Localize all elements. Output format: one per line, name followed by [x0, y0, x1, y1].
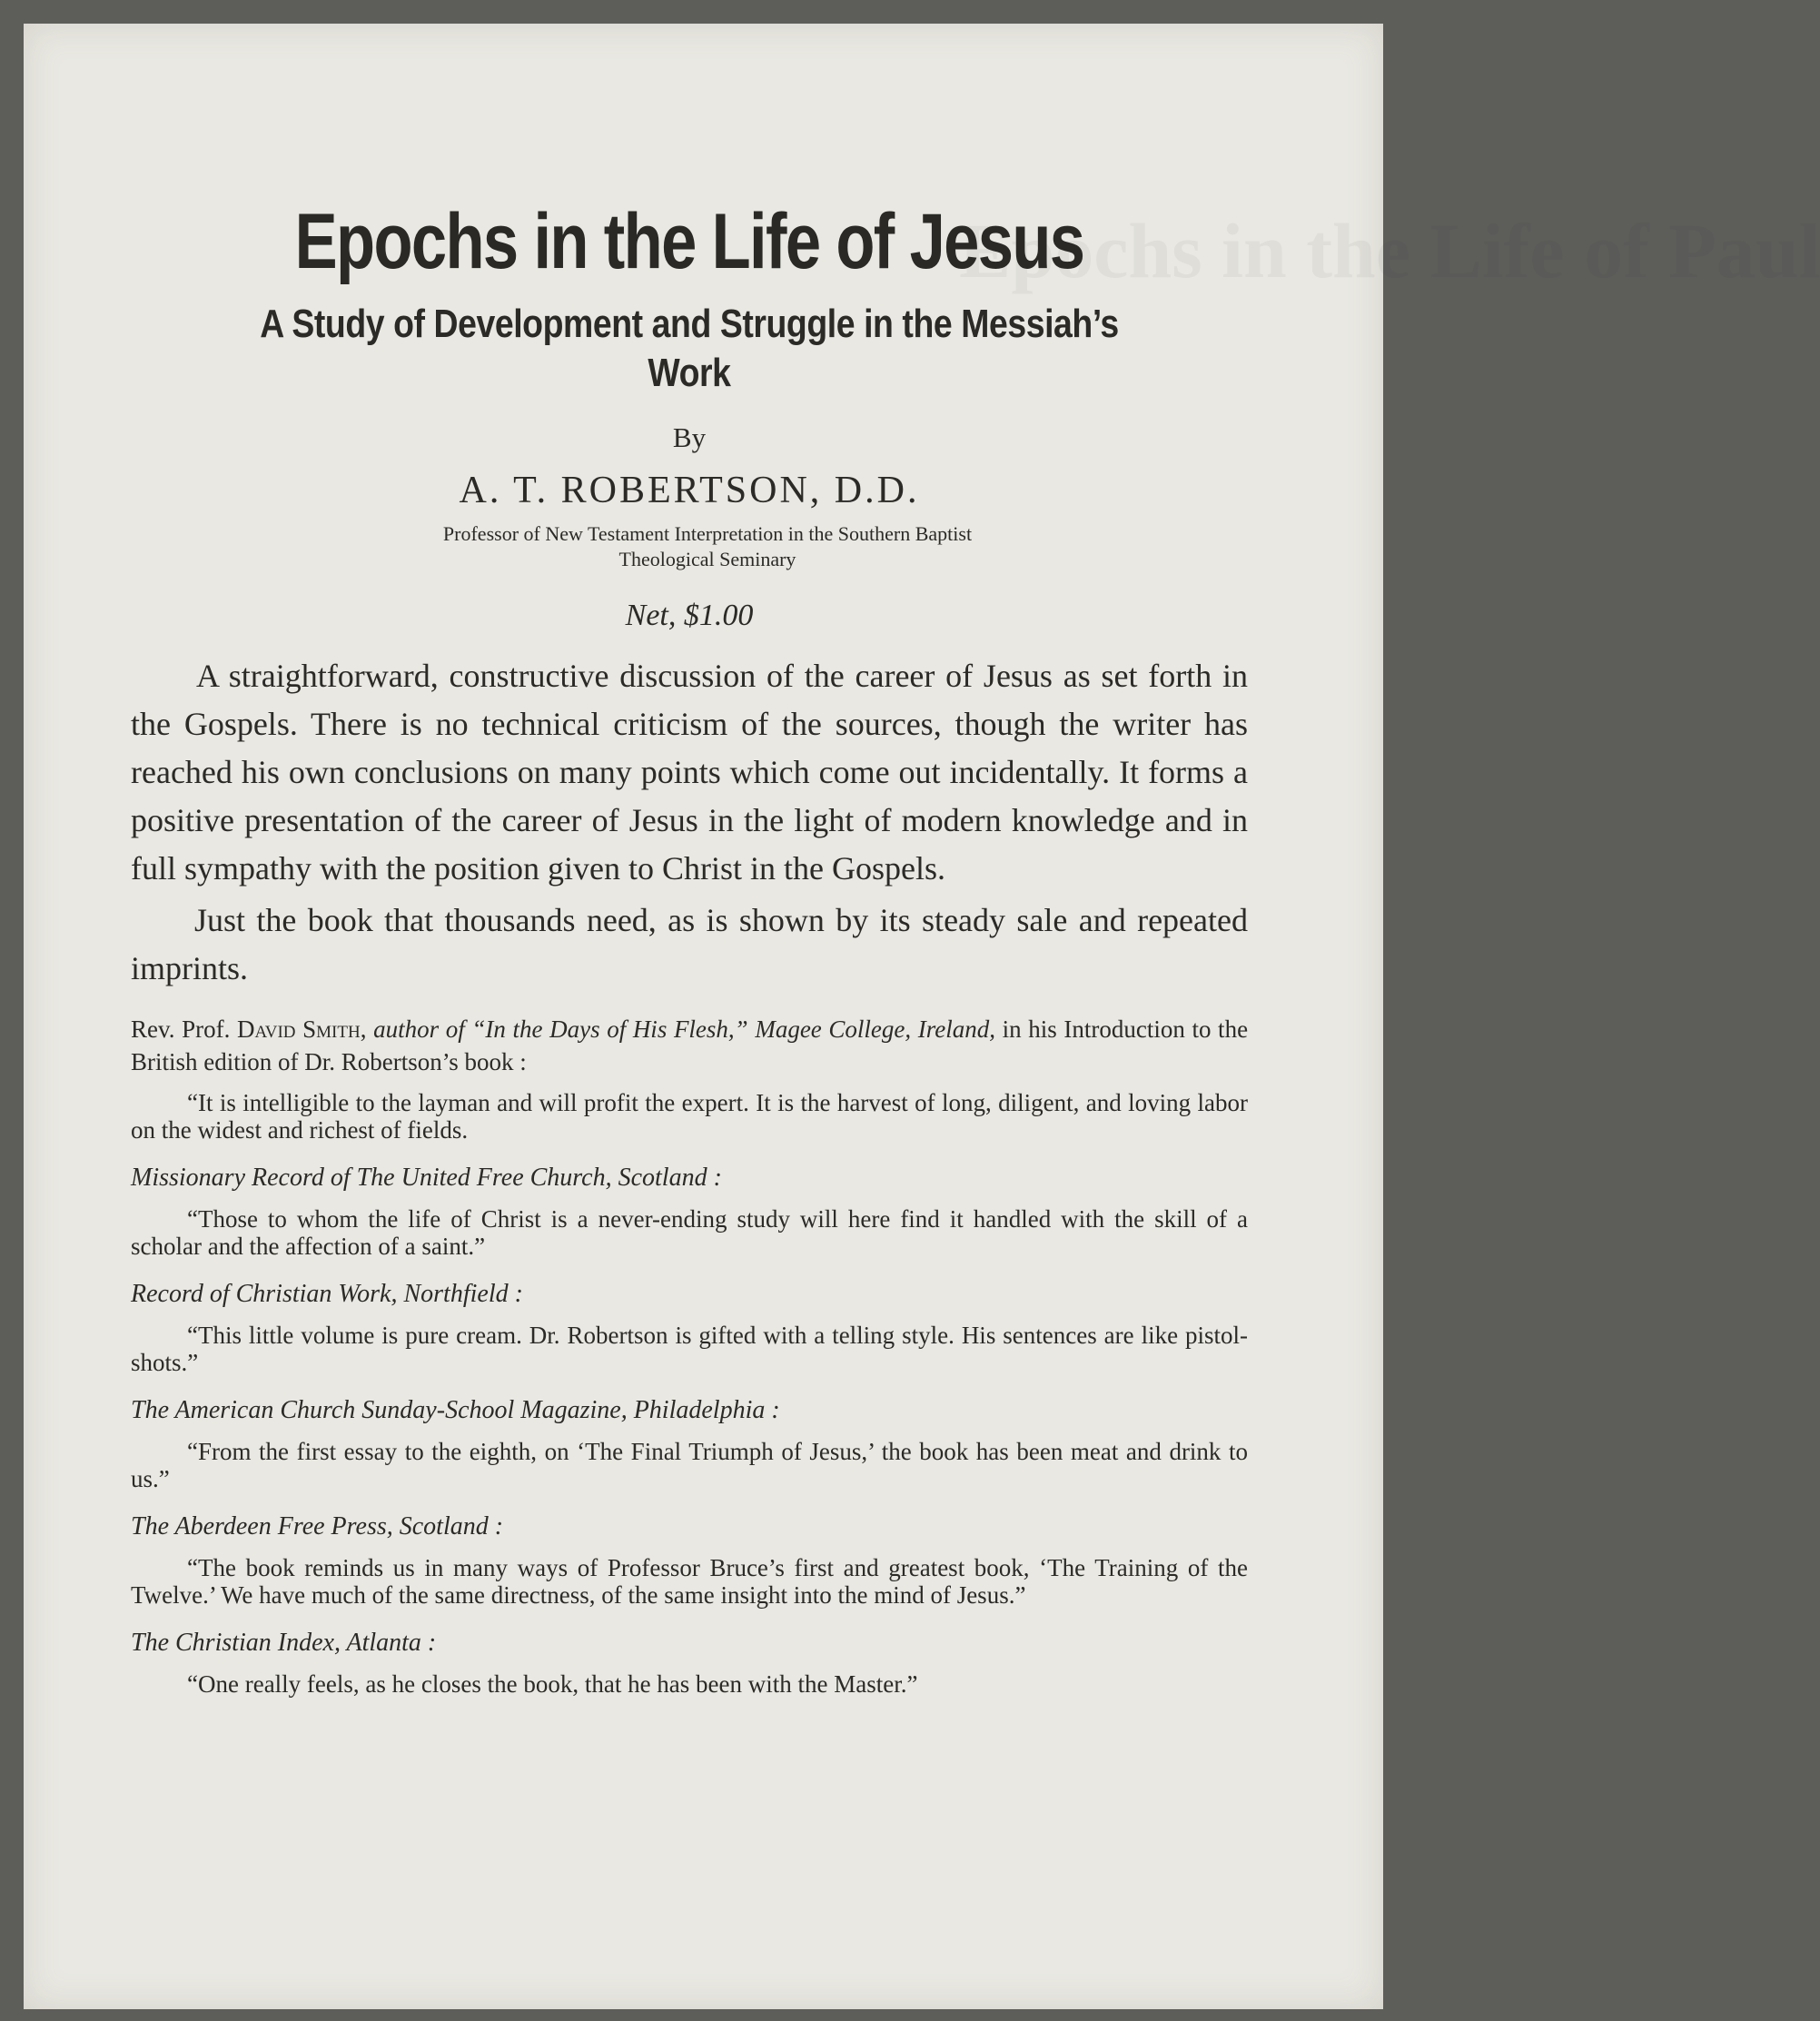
smith-suffix: in his Introduction to the British edition of Dr. Robertson’s book :: [131, 1015, 1249, 1075]
review-source: The Aberdeen Free Press, Scotland :: [131, 1512, 504, 1541]
review-quote: “This little volume is pure cream. Dr. Robertson is gifted with a telling style. His sentences are like pistol-shots.”: [131, 1322, 1248, 1376]
smith-book: “In the Days of His Flesh,”: [471, 1015, 748, 1043]
price: Net, $1.00: [625, 599, 754, 632]
review-item: [131, 1162, 1248, 1260]
smith-role: author of: [373, 1015, 465, 1043]
review-source: Record of Christian Work, Northfield :: [131, 1280, 523, 1308]
smith-quote: “It is intelligible to the layman and will profit the expert. It is the harvest of long, diligent, and loving labor on the widest and richest of fields.: [131, 1089, 1248, 1144]
affiliation-line-2: Theological Seminary: [618, 548, 796, 570]
document-page: [24, 24, 1820, 2009]
smith-prefix: Rev. Prof.: [131, 1015, 231, 1043]
smith-review-attribution: [131, 1013, 1248, 1078]
review-source: The American Church Sunday-School Magazine, Philadelphia :: [131, 1396, 780, 1424]
page-content: [131, 196, 1248, 1698]
review-quote: “The book reminds us in many ways of Professor Bruce’s first and greatest book, ‘The Training of the Twelve.’ We have much of the same directness, of the same insight into the mind of Jesus.”: [131, 1554, 1248, 1609]
affiliation-line-1: Professor of New Testament Interpretation in the Southern Baptist: [442, 522, 973, 545]
review-item: [131, 1511, 1248, 1609]
review-list: [131, 1162, 1248, 1698]
review-item: [131, 1394, 1248, 1492]
endorsement-paragraph: Just the book that thousands need, as is shown by its steady sale and repeated imprints.: [131, 902, 1248, 986]
by-line: By: [672, 421, 707, 453]
book-subtitle: A Study of Development and Struggle in the Messiah’s Work: [260, 302, 1119, 395]
review-quote: “From the first essay to the eighth, on ‘The Final Triumph of Jesus,’ the book has been meat and drink to us.”: [131, 1438, 1248, 1492]
book-description: A straightforward, constructive discussion of the career of Jesus as set forth in the Gospels. There is no technical criticism of the sources, though the writer has reached his own conclusions on many points which come out incidentally. It forms a positive presentation of the career of Jesus in the light of modern knowledge and in full sympathy with the position given to Christ in the Gospels.: [131, 658, 1248, 887]
review-quote: “One really feels, as he closes the book, that he has been with the Master.”: [187, 1670, 918, 1698]
review-quote: “Those to whom the life of Christ is a never-ending study will here find it handled with the skill of a scholar and the affection of a saint.”: [131, 1205, 1248, 1260]
smith-name: David Smith,: [236, 1015, 367, 1043]
review-item: [131, 1627, 1248, 1698]
smith-college: Magee College, Ireland,: [755, 1015, 995, 1043]
book-title: Epochs in the Life of Jesus: [294, 198, 1084, 285]
author-affiliation: [131, 521, 1248, 572]
bleed-through-text: Epochs in the Life of Paul: [959, 207, 1820, 294]
review-item: [131, 1278, 1248, 1376]
review-source: Missionary Record of The United Free Church, Scotland :: [131, 1164, 722, 1192]
author-name: A. T. ROBERTSON, D.D.: [459, 470, 920, 511]
review-source: The Christian Index, Atlanta :: [131, 1629, 437, 1657]
